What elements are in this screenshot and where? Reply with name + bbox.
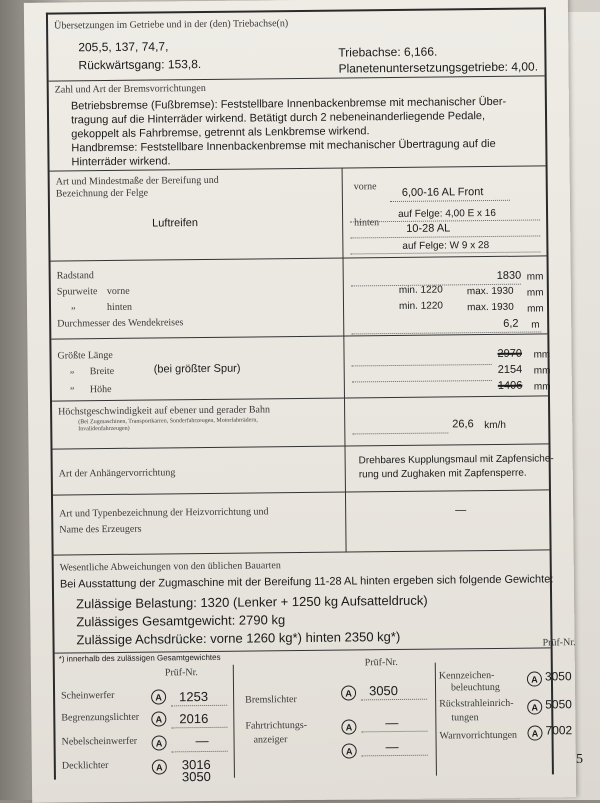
geschwindigkeit-note: (Bei Zugmaschinen, Transportkarren, Sonderfahrzeugen, Motorfahrrädern, Invalidenfahrzeugen) [78, 417, 258, 433]
approval-mark-icon: A [527, 699, 542, 714]
bereifung-vorne: 6,00-16 AL Front [401, 186, 484, 199]
uebersetzungen-vorwaerts: 205,5, 137, 74,7, [78, 39, 169, 55]
bereifung-vorne-felge: auf Felge: 4,00 E x 16 [398, 207, 496, 220]
begrenzungslichter-label: Begrenzungslichter [61, 711, 140, 724]
wendekreis-unit: m [531, 319, 540, 331]
approval-mark-icon: A [151, 711, 166, 726]
anhaenger-line-1: Drehbares Kupplungsmaul mit Zapfensiche- [358, 453, 554, 467]
bereifung-hinten-label: hinten [354, 217, 380, 229]
bremsen-line-2: tragung auf die Hinterräder wirkend. Betätigt durch 2 nebeneinanderliegende Pedale, [70, 110, 486, 127]
breite-dash: „ [69, 364, 75, 376]
spurweite-label: Spurweite [56, 286, 98, 298]
uebersetzungen-triebachse: Triebachse: 6,166. [338, 44, 438, 60]
rueckstrahler-label-2: tungen [451, 712, 479, 724]
page-number: 5 [576, 752, 583, 767]
scheinwerfer-nr: 1253 [179, 688, 209, 705]
laenge-value: 2970 [497, 347, 523, 360]
heizung-label-1: Art und Typenbezeichnung der Heizvorrichtung und [59, 506, 269, 520]
geschwindigkeit-label: Höchstgeschwindigkeit auf ebener und gerader Bahn [58, 404, 271, 418]
approval-mark-icon: A [151, 689, 166, 704]
breite-unit: mm [533, 365, 551, 377]
abweichungen-line-1: Bei Ausstattung der Zugmaschine mit der Bereifung 11-28 AL hinten ergeben sich folgende Gewichte: [59, 573, 554, 591]
spurweite-vorne-label: vorne [106, 285, 130, 298]
abweichungen-label: Wesentliche Abweichungen von den üblichen Bauarten [59, 560, 281, 574]
approval-mark-icon: A [341, 719, 356, 734]
laenge-label: Größte Länge [57, 349, 113, 362]
heizung-label-2: Name des Erzeugers [59, 523, 142, 536]
decklichter-nr: 3016 [181, 756, 211, 773]
nebelscheinwerfer-nr: — [195, 732, 209, 749]
document-page [24, 0, 576, 803]
spurweite-vorne-max: max. 1930 [466, 285, 514, 298]
bremsen-label: Zahl und Art der Bremsvorrichtungen [54, 82, 206, 96]
decklichter-label: Decklichter [61, 760, 109, 772]
pruef-label-3: Prüf-Nr. [542, 637, 576, 649]
spurweite-dash: „ [70, 300, 76, 312]
abweichungen-line-2: Zulässige Belastung: 1320 (Lenker + 1250 kg Aufsatteldruck) [76, 592, 428, 612]
spurweite-hinten-label: hinten [106, 301, 133, 314]
spurweite-vorne-unit: mm [526, 287, 544, 299]
spurweite-hinten-unit: mm [527, 303, 544, 315]
bereifung-label-1: Art und Mindestmaße der Bereifung und [55, 174, 219, 188]
uebersetzungen-label: Übersetzungen im Getriebe und in der (den) Triebachse(n) [54, 18, 289, 32]
pruef-label-2: Prüf-Nr. [364, 656, 398, 669]
section-uebersetzungen [48, 9, 545, 81]
approval-mark-icon: A [341, 685, 356, 700]
section-abmessungen [51, 333, 551, 401]
abweichungen-footnote: *) innerhalb des zulässigen Gesamtgewichtes [58, 652, 221, 664]
warnvorrichtungen-label: Warnvorrichtungen [439, 729, 518, 742]
begrenzungslichter-nr: 2016 [179, 710, 209, 727]
bereifung-hinten: 10-28 AL [406, 222, 451, 235]
anhaenger-label: Art der Anhängervorrichtung [58, 467, 176, 480]
approval-mark-icon: A [527, 725, 542, 740]
breite-label: Breite [89, 365, 115, 378]
anhaenger-line-2: rung und Zughaken mit Zapfensperre. [358, 467, 527, 481]
pruef-label-1: Prüf-Nr. [164, 667, 198, 679]
bereifung-label-2: Bezeichnung der Felge [55, 187, 149, 200]
bereifung-vorne-label: vorne [353, 181, 377, 193]
geschwindigkeit-value: 26,6 [452, 418, 474, 431]
section-geschwindigkeit [52, 395, 548, 449]
radstand-label: Radstand [56, 270, 94, 282]
kennzeichenbeleuchtung-nr: 3050 [544, 669, 572, 684]
wendekreis-value: 6,2 [503, 317, 519, 330]
radstand-unit: mm [526, 271, 544, 283]
uebersetzungen-planeten: Planetenuntersetzungsgetriebe: 4,00. [338, 59, 539, 76]
bremsen-line-1: Betriebsbremse (Fußbremse): Feststellbare Innenbackenbremse mit mechanischer Über- [70, 95, 507, 113]
radstand-value: 1830 [496, 269, 522, 282]
abweichungen-line-3: Zulässiges Gesamtgewicht: 2790 kg [76, 612, 286, 630]
kennzeichenbeleuchtung-label-2: beleuchtung [450, 681, 500, 694]
section-heizung [53, 489, 550, 555]
fahrtrichtungsanzeiger-nr-1: — [385, 714, 399, 731]
bereifung-hinten-felge: auf Felge: W 9 x 28 [402, 240, 490, 252]
section-anhaenger [52, 443, 554, 495]
kennzeichenbeleuchtung-label-1: Kennzeichen- [438, 669, 495, 682]
rueckstrahler-label-1: Rückstrahleinrich- [439, 697, 514, 710]
form-table [46, 7, 576, 785]
bremslichter-nr: 3050 [368, 682, 399, 699]
geschwindigkeit-unit: km/h [484, 419, 507, 432]
bremslichter-label: Bremslichter [245, 694, 297, 706]
approval-mark-icon: A [527, 671, 542, 686]
wendekreis-label: Durchmesser des Wendekreises [57, 317, 184, 330]
fahrtrichtungsanzeiger-label-1: Fahrtrichtungs- [245, 719, 308, 732]
approval-mark-icon: A [342, 743, 357, 758]
bremsen-line-5: Hinterräder wirkend. [71, 155, 171, 169]
abweichungen-line-4: Zulässige Achsdrücke: vorne 1260 kg*) hinten 2350 kg*) [76, 628, 401, 648]
approval-mark-icon: A [152, 759, 167, 774]
fahrtrichtungsanzeiger-nr-2: — [385, 738, 399, 755]
warnvorrichtungen-nr: 7002 [545, 723, 573, 738]
bremsen-line-3: gekoppelt als Fahrbremse, getrennt als Lenkbremse wirkend. [71, 125, 370, 141]
spurweite-hinten-max: max. 1930 [466, 301, 514, 314]
hoehe-unit: mm [533, 381, 551, 393]
section-bremsen [49, 75, 546, 171]
laenge-unit: mm [533, 349, 551, 361]
hoehe-label: Höhe [89, 383, 112, 396]
rueckstrahler-nr: 5050 [545, 697, 572, 712]
section-bereifung [50, 165, 547, 261]
bereifung-type: Luftreifen [152, 217, 199, 230]
spurweite-vorne-min: min. 1220 [398, 284, 443, 296]
nebelscheinwerfer-label: Nebelscheinwerfer [61, 735, 138, 748]
spurweite-hinten-min: min. 1220 [398, 300, 444, 312]
decklichter-nr-extra: 3050 [181, 768, 211, 785]
uebersetzungen-rueckwaerts: Rückwärtsgang: 153,8. [78, 57, 202, 73]
approval-mark-icon: A [152, 735, 167, 750]
hoehe-dash: „ [69, 380, 75, 392]
heizung-value: — [455, 504, 467, 517]
bremsen-line-4: Handbremse: Feststellbare Innenbackenbremse mit mechanischer Übertragung auf die [71, 137, 496, 155]
hoehe-value: 1406 [497, 379, 523, 392]
spur-note: (bei größter Spur) [153, 362, 241, 376]
breite-value: 2154 [497, 363, 523, 376]
section-abweichungen [54, 549, 554, 653]
scheinwerfer-label: Scheinwerfer [61, 689, 115, 702]
fahrtrichtungsanzeiger-label-2: anzeiger [253, 734, 288, 746]
section-radstand [51, 255, 548, 339]
